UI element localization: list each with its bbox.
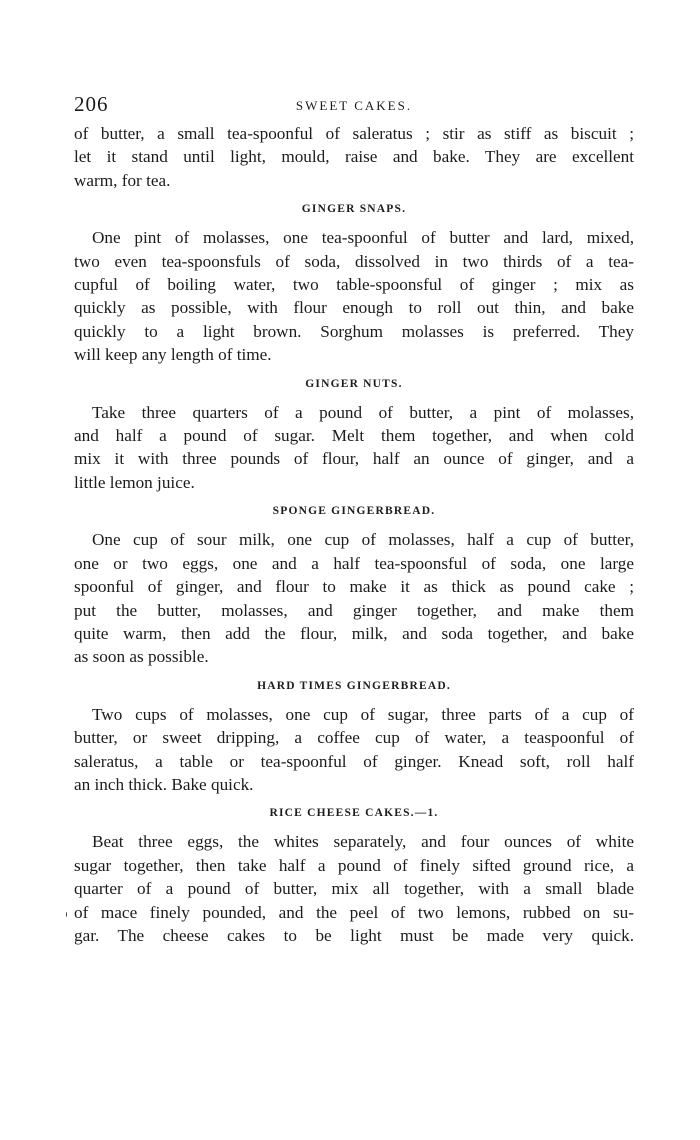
text-line: spoonful of ginger, and flour to make it as thick as pound cake ; <box>74 577 634 597</box>
text-line: cupful of boiling water, two table-spoonsful of ginger ; mix as <box>74 275 634 295</box>
recipe-title: RICE CHEESE CAKES.—1. <box>269 807 439 820</box>
stray-mark <box>66 912 67 917</box>
text-line: of mace finely pounded, and the peel of two lemons, rubbed on su- <box>74 902 634 922</box>
text-line: quickly to a light brown. Sorghum molasses is preferred. They <box>74 321 634 341</box>
page-header <box>74 92 634 122</box>
text-line: warm, for tea. <box>74 170 171 190</box>
text-line: One pint of molasses, one tea-spoonful of butter and lard, mixed, <box>92 228 634 248</box>
recipe-title: HARD TIMES GINGERBREAD. <box>257 679 451 692</box>
text-line: as soon as possible. <box>74 647 209 667</box>
page-number: 206 <box>74 92 109 116</box>
recipe-ginger-nuts <box>74 367 634 495</box>
recipe-body <box>74 703 634 797</box>
book-page <box>74 92 634 947</box>
recipe-ginger-snaps <box>74 192 634 366</box>
running-head: SWEET CAKES. <box>295 98 413 113</box>
text-line: quarter of a pound of butter, mix all together, with a small blade <box>74 879 634 899</box>
recipe-title: SPONGE GINGERBREAD. <box>272 505 436 518</box>
recipe-sponge-gingerbread <box>74 494 634 668</box>
text-line: sugar together, then take half a pound of finely sifted ground rice, a <box>74 855 634 875</box>
text-line: Two cups of molasses, one cup of sugar, three parts of a cup of <box>92 704 634 724</box>
text-line: an inch thick. Bake quick. <box>74 774 254 794</box>
text-line: butter, or sweet dripping, a coffee cup of water, a teaspoonful of <box>74 728 634 748</box>
recipe-body <box>74 226 634 366</box>
text-line: little lemon juice. <box>74 472 195 492</box>
text-line: put the butter, molasses, and ginger together, and make them <box>74 600 634 620</box>
recipe-body <box>74 528 634 668</box>
text-line: quite warm, then add the flour, milk, and soda together, and bake <box>74 623 634 643</box>
text-line: quickly as possible, with flour enough to roll out thin, and bake <box>74 298 634 318</box>
recipe-body <box>74 401 634 495</box>
text-line: One cup of sour milk, one cup of molasses, half a cup of butter, <box>92 530 634 550</box>
text-line: will keep any length of time. <box>74 345 272 365</box>
text-line: Beat three eggs, the whites separately, and four ounces of white <box>92 832 634 852</box>
text-line: one or two eggs, one and a half tea-spoonsful of soda, one large <box>74 553 634 573</box>
recipe-body <box>74 830 634 947</box>
recipe-title: GINGER SNAPS. <box>301 203 407 216</box>
text-line: mix it with three pounds of flour, half an ounce of ginger, and a <box>74 449 634 469</box>
recipe-rice-cheese-cakes <box>74 796 634 947</box>
intro-paragraph <box>74 122 634 192</box>
recipe-hard-times-gingerbread <box>74 669 634 797</box>
text-line: saleratus, a table or tea-spoonful of ginger. Knead soft, roll half <box>74 751 634 771</box>
text-line: and half a pound of sugar. Melt them together, and when cold <box>74 426 634 446</box>
text-line: of butter, a small tea-spoonful of saleratus ; stir as stiff as biscuit ; <box>74 124 634 143</box>
text-line: let it stand until light, mould, raise and bake. They are excellent <box>74 147 634 167</box>
text-line: gar. The cheese cakes to be light must be made very quick. <box>74 925 634 945</box>
text-line: Take three quarters of a pound of butter, a pint of molasses, <box>92 402 634 422</box>
recipe-title: GINGER NUTS. <box>305 377 403 390</box>
text-line: two even tea-spoonsfuls of soda, dissolved in two thirds of a tea- <box>74 251 634 271</box>
